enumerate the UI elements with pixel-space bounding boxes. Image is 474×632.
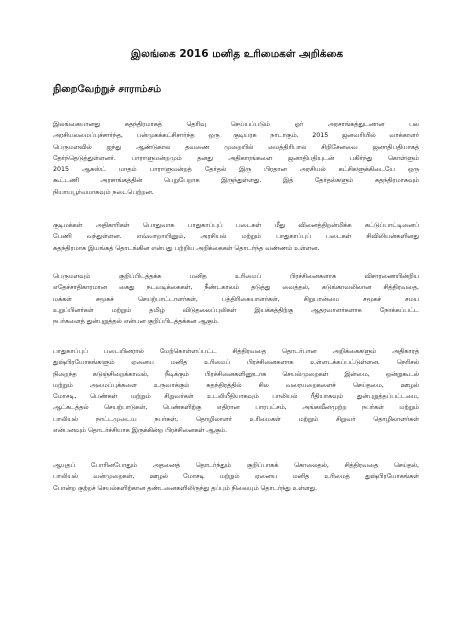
text-line: மற்றும் அமைப்புக்களை உருவாக்கும் சுதந்திரத்தில் சில வரையறைகளைச் செய்தமை, ஊழல் bbox=[53, 381, 419, 389]
text-line: எதேச்சாதிகாரமான கைது நடவடிக்கைகள், நீண்டகாலம் தடுத்து வைத்தல், கடுங்காவலிலான சித்திரவதை, bbox=[53, 284, 419, 292]
text-line: இலங்கையானது சுதந்திரமாகத் தெரிவு செய்யப்படும் ஓர் அரசாங்கத்துடனான பல bbox=[53, 121, 419, 128]
paragraph-1 bbox=[53, 119, 419, 198]
paragraph-4 bbox=[53, 346, 419, 436]
paragraph-2 bbox=[53, 220, 419, 254]
text-line: பெருமளவில் ஐந்து ஆண்டுகால தவணை முறையில் மைத்திரிபால சிறிசேனவை ஜனாதிபதியாகத் bbox=[53, 143, 419, 151]
text-line: பாலியல் வன்முறைகள், ஊழல் மோசடி மற்றும் ஏனைய மனித உரிமைத் துஷ்பிரயோகங்கள் bbox=[53, 473, 419, 481]
document-title: இலங்கை 2016 மனித உரிமைகள் அறிக்கை bbox=[130, 48, 344, 60]
text-line: நியாயபூர்வமாகவும் நடைபெற்றன. bbox=[53, 188, 154, 196]
text-line: பேணி வந்துள்ளன. எவ்வாறாயினும், அரசியல் மற்றும் பாதுகாப்புப் படைகள் சிவிலியன்களினது bbox=[53, 233, 419, 241]
text-line: கூட்டணி அரசாங்கத்தின் பெறுபேறாக இருந்துள்ளது. இத் தேர்தல்களும் சுதந்திரமாகவும் bbox=[53, 177, 419, 185]
text-line: பெருமளவும் குறிப்பிடத்தக்க மனித உரிமைப் பிரச்சினைகளாக விசாரணையின்றிய bbox=[53, 273, 419, 280]
text-line: மோசடி, பெண்கள் மற்றும் சிறுவர்கள் உடலியீதியாகவும் பாலியல் ரீதியாகவும் துன்புறுத்தப்பட்டமை, bbox=[53, 393, 419, 401]
text-line: 2015 ஆகஸ்ட் மாதம் பாராளுமன்றத் தேர்தல் இரு பிரதான அரசியல் கட்சிகளுக்கிடையே ஒரு bbox=[53, 166, 419, 174]
text-line: பாதுகாப்புப் படையினரால் மேற்கொள்ளப்பட்ட சித்திரவதை தொடர்பான அறிக்கைகளும் அதிகாரத் bbox=[53, 348, 419, 355]
text-line: மக்கள் சமூகச் செயற்பாட்டாளர்கள், பத்திரிகையாளர்கள், சிறுபான்மை சமூகச் சமய bbox=[53, 295, 419, 303]
paragraph-5 bbox=[53, 460, 419, 494]
text-line: பாலியல் நாட்டமுடைய நபர்கள், தொழிலாளர் உரிமைகள் மற்றும் சிறுவர் தொழிலாளர்கள் bbox=[53, 415, 419, 423]
text-line: தேர்ந்தெடுத்துள்ளனர். பாராளுமன்றமும் தனது அதிகாரங்களை ஜனாதிபதியுடன் பகிர்ந்து கொள்ளும் bbox=[53, 154, 419, 162]
text-line: சுதந்திரமாக இயங்கத் தொடங்கின என்பது பற்றிய அறிக்கைகள் தொடர்ந்த வண்ணம் உள்ளன. bbox=[53, 244, 320, 252]
text-line: ஆயுதப் போரினபோதும் அதனைத் தொடர்ந்தும் குறிப்பாகக் கொலைதல், சித்திரவதை செய்தல், bbox=[53, 462, 419, 469]
text-line: குடிமக்கள் அதிகாரிகள் பொதுவாக பாதுகாப்புப் படைகள் மீது வினைத்திறன்மிக்க கட்டுப்பாட்டினைப் bbox=[53, 222, 419, 229]
paragraph-3 bbox=[53, 271, 419, 327]
text-line: உறுப்பினர்கள் மற்றும் தமிழ் விடுதலைப்புலிகள் இயக்கத்திற்கு ஆதரவாளர்களாக நோக்கப்பட்ட bbox=[53, 306, 419, 314]
text-line: துஷ்பிரயோகங்களும் ஏனைய மனித உரிமைப் பிரச்சினைகளாக உள்ளடக்கப்பட்டுள்ளன. நெரிசல் bbox=[53, 359, 419, 367]
text-line: அரசியலமைப்புச்சார்ந்த, பன்முகக்கட்சிசார்ந்த ஒரு குடியரசு நாடாகும். 2015 ஜனவரியில் வாக்காளர் bbox=[53, 132, 419, 140]
text-line: ஆட்கடத்தல் செயற்பாடுகள், பெண்களிற்கு எதிரான பாரபட்சம், அங்கவீனமுற்ற நபர்கள் மற்றும் bbox=[53, 404, 419, 412]
section-heading: நிறைவேற்றுச் சாராம்சம் bbox=[53, 84, 162, 95]
text-line: நபர்களைத் துன்புறுத்தல் என்பன குறிப்பிடத்தக்கன ஆகும். bbox=[53, 318, 219, 326]
text-line: நிறைந்த கடுஞ்சிறைக்காவல், நீடிக்கும் பிரச்சினைகளினூடாக செயல்முறைகள் இன்மை, ஒன்றுகூடல் bbox=[53, 370, 419, 378]
text-line: போன்ற குற்றச் செயல்களிற்கான தண்டனைகளிலிருந்து தப்பும் நிலையும் தொடர்ந்து உள்ளது. bbox=[53, 484, 318, 492]
text-line: என்பனவும் தொடர்ச்சியாக இருக்கின்ற பிரச்சினைகள் ஆகும். bbox=[53, 427, 227, 435]
